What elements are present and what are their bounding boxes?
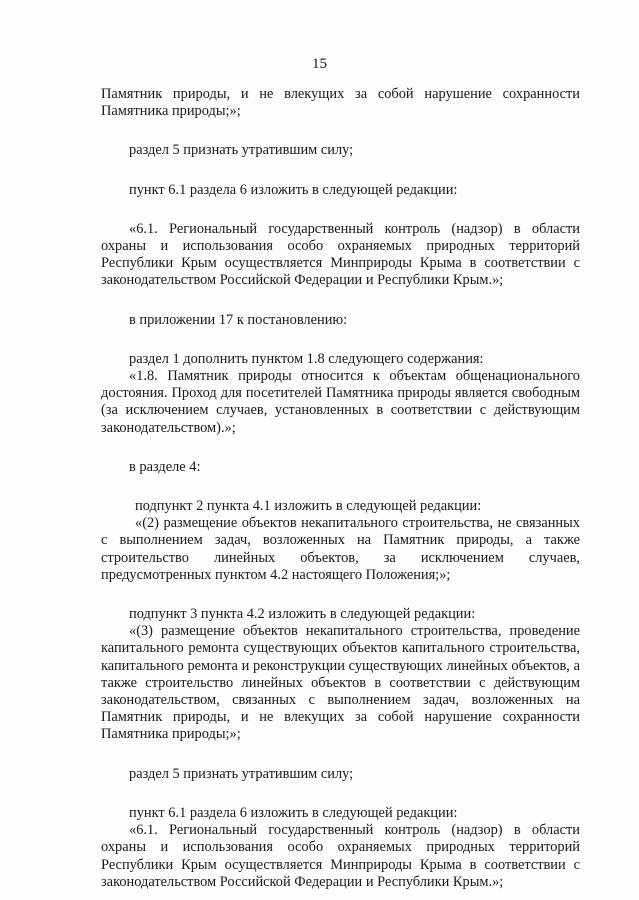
paragraph-subitem-4-2-intro: подпункт 3 пункта 4.2 изложить в следующей редакции: [129, 606, 476, 623]
paragraph-item-6-1-intro-2: пункт 6.1 раздела 6 изложить в следующей редакции: [129, 804, 458, 821]
paragraph-item-6-1-text-2: «6.1. Региональный государственный контроль (надзор) в области охраны и использования особо охраняемых природных территорий Республики Крым осуществляется Минприроды Крыма в соответствии с законодательством Российской Федерации и Республики Крым.»; [101, 822, 580, 890]
paragraph-item-1-8-text: «1.8. Памятник природы относится к объектам общенационального достояния. Проход для посетителей Памятника природы является свободным (за исключением случаев, установленных в соответствии с действующим законодательством).»; [101, 368, 580, 436]
paragraph-section1-add: раздел 1 дополнить пунктом 1.8 следующего содержания: [129, 350, 484, 367]
paragraph-section4: в разделе 4: [129, 458, 201, 475]
paragraph-section5-repeal: раздел 5 признать утратившим силу; [129, 142, 354, 159]
paragraph-subitem-4-1-text: «(2) размещение объектов некапитального строительства, не связанных с выполнением задач, возложенных на Памятник природы, а также строительство линейных объектов, за исключением случаев, предусмотренных пунктом 4.2 настоящего Положения;»; [101, 515, 580, 583]
paragraph-continuation: Памятник природы, и не влекущих за собой нарушение сохранности Памятника природы;»; [101, 86, 580, 120]
paragraph-subitem-4-2-text: «(3) размещение объектов некапитального строительства, проведение капитального ремонта существующих объектов капитального строительства, капитального ремонта и реконструкции существующих линейных объектов, а также строительство линейных объектов в соответствии с действующим законодательством, связанных с выполнением задач, возложенных на Памятник природы, и не влекущих за собой нарушение сохранности Памятника природы;»; [101, 623, 580, 743]
document-body [101, 86, 580, 891]
page-number: 15 [312, 56, 327, 72]
paragraph-item-6-1-text: «6.1. Региональный государственный контроль (надзор) в области охраны и использования особо охраняемых природных территорий Республики Крым осуществляется Минприроды Крыма в соответствии с законодательством Российской Федерации и Республики Крым.»; [101, 220, 580, 289]
paragraph-section5-repeal-2: раздел 5 признать утратившим силу; [129, 765, 354, 782]
paragraph-item-6-1-intro: пункт 6.1 раздела 6 изложить в следующей редакции: [129, 181, 458, 198]
paragraph-appendix-17: в приложении 17 к постановлению: [129, 311, 348, 328]
paragraph-subitem-4-1-intro: подпункт 2 пункта 4.1 изложить в следующей редакции: [135, 498, 482, 515]
